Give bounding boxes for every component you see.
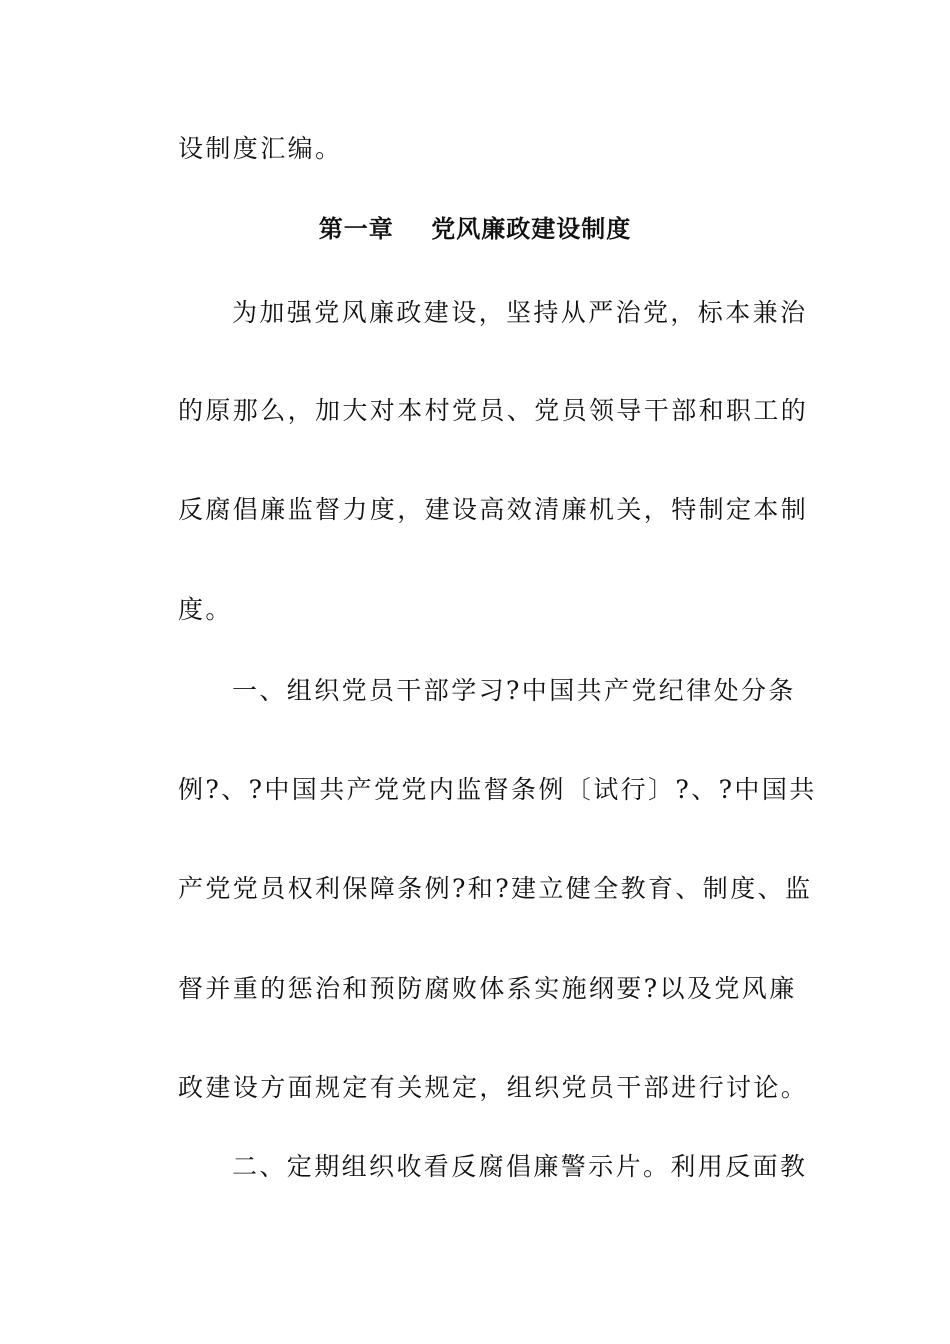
body-line: 例?、?中国共产党党内监督条例〔试行〕?、?中国共	[178, 775, 817, 804]
body-line: 督并重的惩治和预防腐败体系实施纲要?以及党风廉	[178, 974, 797, 1003]
body-line: 为加强党风廉政建设，坚持从严治党，标本兼治	[232, 298, 808, 327]
body-line: 二、定期组织收看反腐倡廉警示片。利用反面教	[232, 1152, 808, 1181]
body-line: 一、组织党员干部学习?中国共产党纪律处分条	[232, 676, 796, 705]
body-line: 产党党员权利保障条例?和?建立健全教育、制度、监	[178, 874, 813, 903]
body-line: 的原那么，加大对本村党员、党员领导干部和职工的	[178, 396, 809, 425]
body-line: 反腐倡廉监督力度，建设高效清廉机关，特制定本制	[178, 495, 809, 524]
body-line: 设制度汇编。	[178, 134, 343, 163]
body-line: 度。	[178, 595, 233, 624]
chapter-heading: 第一章 党风廉政建设制度	[318, 215, 632, 243]
body-line: 政建设方面规定有关规定，组织党员干部进行讨论。	[178, 1073, 809, 1102]
